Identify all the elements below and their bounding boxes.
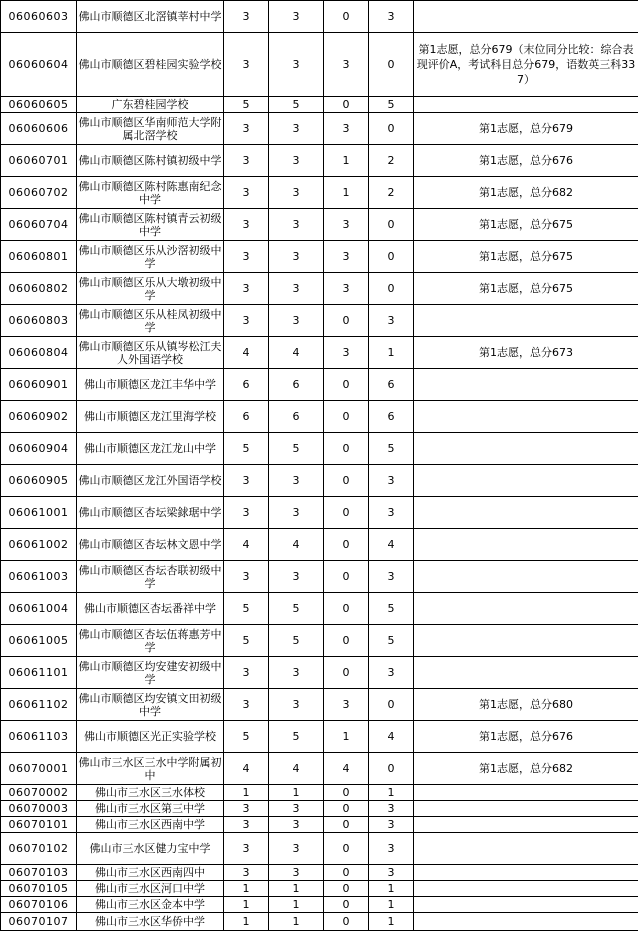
admitted-count-cell: 0: [324, 593, 369, 625]
school-name-cell: 佛山市顺德区陈村镇青云初级中学: [77, 209, 224, 241]
admission-note-cell: [414, 465, 638, 497]
school-code-cell: 06070002: [1, 785, 77, 801]
school-code-cell: 06070103: [1, 865, 77, 881]
plan-count-cell: 6: [224, 369, 269, 401]
school-code-cell: 06060802: [1, 273, 77, 305]
admission-note-cell: 第1志愿，总分679: [414, 113, 638, 145]
admission-note-cell: [414, 881, 638, 897]
table-row: [1, 241, 638, 273]
remaining-count-cell: 3: [369, 657, 414, 689]
remaining-count-cell: 1: [369, 337, 414, 369]
table-row: [1, 689, 638, 721]
school-code-cell: 06060904: [1, 433, 77, 465]
school-name-cell: 佛山市三水区河口中学: [77, 881, 224, 897]
school-name-cell: 佛山市顺德区北滘镇莘村中学: [77, 1, 224, 33]
plan-count-cell: 3: [224, 113, 269, 145]
total-count-cell: 3: [269, 817, 324, 833]
admission-note-cell: [414, 625, 638, 657]
admitted-count-cell: 0: [324, 833, 369, 865]
total-count-cell: 4: [269, 753, 324, 785]
admitted-count-cell: 0: [324, 817, 369, 833]
admitted-count-cell: 0: [324, 433, 369, 465]
plan-count-cell: 3: [224, 833, 269, 865]
admission-note-cell: [414, 817, 638, 833]
admitted-count-cell: 0: [324, 401, 369, 433]
admitted-count-cell: 0: [324, 865, 369, 881]
table-row: [1, 593, 638, 625]
total-count-cell: 3: [269, 177, 324, 209]
total-count-cell: 3: [269, 241, 324, 273]
remaining-count-cell: 0: [369, 113, 414, 145]
table-row: [1, 785, 638, 801]
remaining-count-cell: 5: [369, 625, 414, 657]
total-count-cell: 3: [269, 657, 324, 689]
total-count-cell: 1: [269, 897, 324, 913]
plan-count-cell: 3: [224, 177, 269, 209]
plan-count-cell: 3: [224, 1, 269, 33]
plan-count-cell: 3: [224, 497, 269, 529]
school-name-cell: 佛山市三水区健力宝中学: [77, 833, 224, 865]
table-row: [1, 113, 638, 145]
school-name-cell: 广东碧桂园学校: [77, 97, 224, 113]
table-body: [1, 1, 638, 931]
remaining-count-cell: 6: [369, 401, 414, 433]
plan-count-cell: 4: [224, 337, 269, 369]
remaining-count-cell: 3: [369, 833, 414, 865]
plan-count-cell: 3: [224, 689, 269, 721]
total-count-cell: 3: [269, 273, 324, 305]
school-code-cell: 06061002: [1, 529, 77, 561]
total-count-cell: 4: [269, 529, 324, 561]
plan-count-cell: 3: [224, 33, 269, 97]
admission-note-cell: [414, 785, 638, 801]
school-name-cell: 佛山市顺德区乐从桂凤初级中学: [77, 305, 224, 337]
table-row: [1, 465, 638, 497]
remaining-count-cell: 0: [369, 241, 414, 273]
plan-count-cell: 5: [224, 625, 269, 657]
total-count-cell: 5: [269, 97, 324, 113]
admitted-count-cell: 0: [324, 369, 369, 401]
admission-note-cell: 第1志愿，总分680: [414, 689, 638, 721]
plan-count-cell: 1: [224, 897, 269, 913]
total-count-cell: 3: [269, 305, 324, 337]
table-row: [1, 865, 638, 881]
plan-count-cell: 3: [224, 305, 269, 337]
table-row: [1, 1, 638, 33]
remaining-count-cell: 0: [369, 33, 414, 97]
table-row: [1, 529, 638, 561]
school-code-cell: 06060701: [1, 145, 77, 177]
remaining-count-cell: 0: [369, 209, 414, 241]
school-name-cell: 佛山市顺德区杏坛梁銶琚中学: [77, 497, 224, 529]
plan-count-cell: 3: [224, 465, 269, 497]
plan-count-cell: 3: [224, 817, 269, 833]
admitted-count-cell: 0: [324, 897, 369, 913]
total-count-cell: 4: [269, 337, 324, 369]
table-row: [1, 817, 638, 833]
plan-count-cell: 3: [224, 801, 269, 817]
admitted-count-cell: 3: [324, 209, 369, 241]
table-row: [1, 33, 638, 97]
admission-note-cell: 第1志愿，总分673: [414, 337, 638, 369]
admitted-count-cell: 1: [324, 177, 369, 209]
table-row: [1, 433, 638, 465]
remaining-count-cell: 3: [369, 465, 414, 497]
admission-note-cell: [414, 561, 638, 593]
school-code-cell: 06060606: [1, 113, 77, 145]
school-name-cell: 佛山市顺德区均安建安初级中学: [77, 657, 224, 689]
admitted-count-cell: 0: [324, 305, 369, 337]
school-name-cell: 佛山市顺德区杏坛杏联初级中学: [77, 561, 224, 593]
school-code-cell: 06060804: [1, 337, 77, 369]
school-name-cell: 佛山市顺德区均安镇文田初级中学: [77, 689, 224, 721]
school-code-cell: 06070106: [1, 897, 77, 913]
table-row: [1, 177, 638, 209]
school-code-cell: 06060803: [1, 305, 77, 337]
school-code-cell: 06060905: [1, 465, 77, 497]
remaining-count-cell: 5: [369, 593, 414, 625]
table-row: [1, 497, 638, 529]
table-row: [1, 721, 638, 753]
table-row: [1, 881, 638, 897]
school-name-cell: 佛山市三水区西南中学: [77, 817, 224, 833]
plan-count-cell: 1: [224, 881, 269, 897]
admitted-count-cell: 0: [324, 97, 369, 113]
admission-note-cell: 第1志愿，总分682: [414, 753, 638, 785]
remaining-count-cell: 6: [369, 369, 414, 401]
school-code-cell: 06060603: [1, 1, 77, 33]
school-code-cell: 06070001: [1, 753, 77, 785]
admission-note-cell: [414, 801, 638, 817]
remaining-count-cell: 3: [369, 1, 414, 33]
school-name-cell: 佛山市三水区华侨中学: [77, 913, 224, 931]
total-count-cell: 6: [269, 369, 324, 401]
admitted-count-cell: 3: [324, 241, 369, 273]
plan-count-cell: 6: [224, 401, 269, 433]
admission-note-cell: 第1志愿，总分682: [414, 177, 638, 209]
remaining-count-cell: 3: [369, 817, 414, 833]
table-row: [1, 913, 638, 931]
total-count-cell: 5: [269, 625, 324, 657]
admitted-count-cell: 4: [324, 753, 369, 785]
admitted-count-cell: 3: [324, 337, 369, 369]
admission-note-cell: [414, 897, 638, 913]
admitted-count-cell: 0: [324, 561, 369, 593]
school-code-cell: 06070102: [1, 833, 77, 865]
school-code-cell: 06070107: [1, 913, 77, 931]
school-name-cell: 佛山市顺德区杏坛番祥中学: [77, 593, 224, 625]
remaining-count-cell: 1: [369, 897, 414, 913]
admission-note-cell: 第1志愿，总分675: [414, 273, 638, 305]
total-count-cell: 6: [269, 401, 324, 433]
admission-note-cell: [414, 833, 638, 865]
remaining-count-cell: 3: [369, 497, 414, 529]
remaining-count-cell: 3: [369, 865, 414, 881]
plan-count-cell: 4: [224, 529, 269, 561]
admission-note-cell: [414, 305, 638, 337]
plan-count-cell: 3: [224, 241, 269, 273]
remaining-count-cell: 3: [369, 561, 414, 593]
plan-count-cell: 3: [224, 209, 269, 241]
admitted-count-cell: 0: [324, 497, 369, 529]
admission-note-cell: [414, 865, 638, 881]
table-row: [1, 833, 638, 865]
school-name-cell: 佛山市顺德区华南师范大学附属北滘学校: [77, 113, 224, 145]
admission-note-cell: [414, 401, 638, 433]
total-count-cell: 3: [269, 113, 324, 145]
total-count-cell: 3: [269, 33, 324, 97]
remaining-count-cell: 1: [369, 881, 414, 897]
plan-count-cell: 3: [224, 273, 269, 305]
school-name-cell: 佛山市顺德区乐从镇岑松江夫人外国语学校: [77, 337, 224, 369]
admission-note-cell: [414, 369, 638, 401]
school-name-cell: 佛山市顺德区乐从沙滘初级中学: [77, 241, 224, 273]
school-code-cell: 06061005: [1, 625, 77, 657]
remaining-count-cell: 3: [369, 801, 414, 817]
school-code-cell: 06060702: [1, 177, 77, 209]
school-code-cell: 06070101: [1, 817, 77, 833]
table-row: [1, 305, 638, 337]
admitted-count-cell: 3: [324, 33, 369, 97]
school-code-cell: 06061102: [1, 689, 77, 721]
table-row: [1, 897, 638, 913]
school-code-cell: 06061103: [1, 721, 77, 753]
admission-note-cell: [414, 497, 638, 529]
admission-note-cell: [414, 593, 638, 625]
remaining-count-cell: 0: [369, 273, 414, 305]
table-row: [1, 753, 638, 785]
plan-count-cell: 3: [224, 561, 269, 593]
total-count-cell: 3: [269, 561, 324, 593]
plan-count-cell: 5: [224, 721, 269, 753]
remaining-count-cell: 2: [369, 145, 414, 177]
admitted-count-cell: 3: [324, 113, 369, 145]
school-name-cell: 佛山市三水区西南四中: [77, 865, 224, 881]
school-code-cell: 06061004: [1, 593, 77, 625]
admission-note-cell: 第1志愿，总分679（末位同分比较：综合表现评价A，考试科目总分679，语数英三科337）: [414, 33, 638, 97]
total-count-cell: 3: [269, 465, 324, 497]
plan-count-cell: 3: [224, 657, 269, 689]
school-name-cell: 佛山市顺德区龙江龙山中学: [77, 433, 224, 465]
total-count-cell: 3: [269, 1, 324, 33]
school-name-cell: 佛山市顺德区陈村镇初级中学: [77, 145, 224, 177]
remaining-count-cell: 3: [369, 305, 414, 337]
admission-note-cell: 第1志愿，总分675: [414, 241, 638, 273]
total-count-cell: 1: [269, 913, 324, 931]
total-count-cell: 3: [269, 689, 324, 721]
school-code-cell: 06060801: [1, 241, 77, 273]
plan-count-cell: 3: [224, 865, 269, 881]
school-code-cell: 06061101: [1, 657, 77, 689]
table-row: [1, 145, 638, 177]
school-name-cell: 佛山市三水区金本中学: [77, 897, 224, 913]
school-code-cell: 06061001: [1, 497, 77, 529]
school-code-cell: 06060604: [1, 33, 77, 97]
remaining-count-cell: 0: [369, 689, 414, 721]
admitted-count-cell: 0: [324, 465, 369, 497]
school-name-cell: 佛山市顺德区碧桂园实验学校: [77, 33, 224, 97]
admitted-count-cell: 0: [324, 1, 369, 33]
admitted-count-cell: 1: [324, 145, 369, 177]
admission-note-cell: 第1志愿，总分675: [414, 209, 638, 241]
admission-note-cell: [414, 1, 638, 33]
admitted-count-cell: 1: [324, 721, 369, 753]
admission-note-cell: 第1志愿，总分676: [414, 145, 638, 177]
table-row: [1, 273, 638, 305]
total-count-cell: 3: [269, 209, 324, 241]
admission-note-cell: [414, 913, 638, 931]
school-name-cell: 佛山市顺德区龙江外国语学校: [77, 465, 224, 497]
admitted-count-cell: 0: [324, 625, 369, 657]
school-code-cell: 06060704: [1, 209, 77, 241]
plan-count-cell: 5: [224, 97, 269, 113]
school-code-cell: 06060902: [1, 401, 77, 433]
plan-count-cell: 5: [224, 593, 269, 625]
school-code-cell: 06060605: [1, 97, 77, 113]
plan-count-cell: 5: [224, 433, 269, 465]
plan-count-cell: 1: [224, 785, 269, 801]
table-row: [1, 369, 638, 401]
admission-note-cell: [414, 657, 638, 689]
table-row: [1, 209, 638, 241]
table-row: [1, 625, 638, 657]
total-count-cell: 3: [269, 833, 324, 865]
admission-note-cell: 第1志愿，总分676: [414, 721, 638, 753]
school-name-cell: 佛山市顺德区光正实验学校: [77, 721, 224, 753]
total-count-cell: 3: [269, 865, 324, 881]
table-row: [1, 561, 638, 593]
total-count-cell: 5: [269, 593, 324, 625]
school-name-cell: 佛山市顺德区乐从大墩初级中学: [77, 273, 224, 305]
total-count-cell: 1: [269, 785, 324, 801]
table-row: [1, 401, 638, 433]
school-name-cell: 佛山市顺德区龙江丰华中学: [77, 369, 224, 401]
admitted-count-cell: 3: [324, 273, 369, 305]
remaining-count-cell: 5: [369, 97, 414, 113]
remaining-count-cell: 1: [369, 785, 414, 801]
table-row: [1, 97, 638, 113]
admission-note-cell: [414, 97, 638, 113]
school-code-cell: 06061003: [1, 561, 77, 593]
school-name-cell: 佛山市顺德区杏坛伍蒋惠芳中学: [77, 625, 224, 657]
plan-count-cell: 1: [224, 913, 269, 931]
admission-note-cell: [414, 529, 638, 561]
school-code-cell: 06070003: [1, 801, 77, 817]
admitted-count-cell: 0: [324, 657, 369, 689]
plan-count-cell: 3: [224, 145, 269, 177]
total-count-cell: 3: [269, 801, 324, 817]
school-name-cell: 佛山市顺德区陈村陈惠南纪念中学: [77, 177, 224, 209]
school-name-cell: 佛山市三水区三水体校: [77, 785, 224, 801]
total-count-cell: 3: [269, 145, 324, 177]
school-name-cell: 佛山市顺德区杏坛林文恩中学: [77, 529, 224, 561]
table-row: [1, 657, 638, 689]
total-count-cell: 5: [269, 433, 324, 465]
total-count-cell: 5: [269, 721, 324, 753]
remaining-count-cell: 5: [369, 433, 414, 465]
remaining-count-cell: 4: [369, 721, 414, 753]
table-row: [1, 801, 638, 817]
admission-note-cell: [414, 433, 638, 465]
admitted-count-cell: 0: [324, 881, 369, 897]
admitted-count-cell: 0: [324, 529, 369, 561]
school-code-cell: 06060901: [1, 369, 77, 401]
table-row: [1, 337, 638, 369]
remaining-count-cell: 2: [369, 177, 414, 209]
remaining-count-cell: 1: [369, 913, 414, 931]
remaining-count-cell: 0: [369, 753, 414, 785]
remaining-count-cell: 4: [369, 529, 414, 561]
admitted-count-cell: 0: [324, 785, 369, 801]
total-count-cell: 3: [269, 497, 324, 529]
admitted-count-cell: 3: [324, 689, 369, 721]
school-code-cell: 06070105: [1, 881, 77, 897]
admitted-count-cell: 0: [324, 801, 369, 817]
plan-count-cell: 4: [224, 753, 269, 785]
school-name-cell: 佛山市三水区三水中学附属初中: [77, 753, 224, 785]
school-name-cell: 佛山市顺德区龙江里海学校: [77, 401, 224, 433]
total-count-cell: 1: [269, 881, 324, 897]
admitted-count-cell: 0: [324, 913, 369, 931]
school-name-cell: 佛山市三水区第三中学: [77, 801, 224, 817]
